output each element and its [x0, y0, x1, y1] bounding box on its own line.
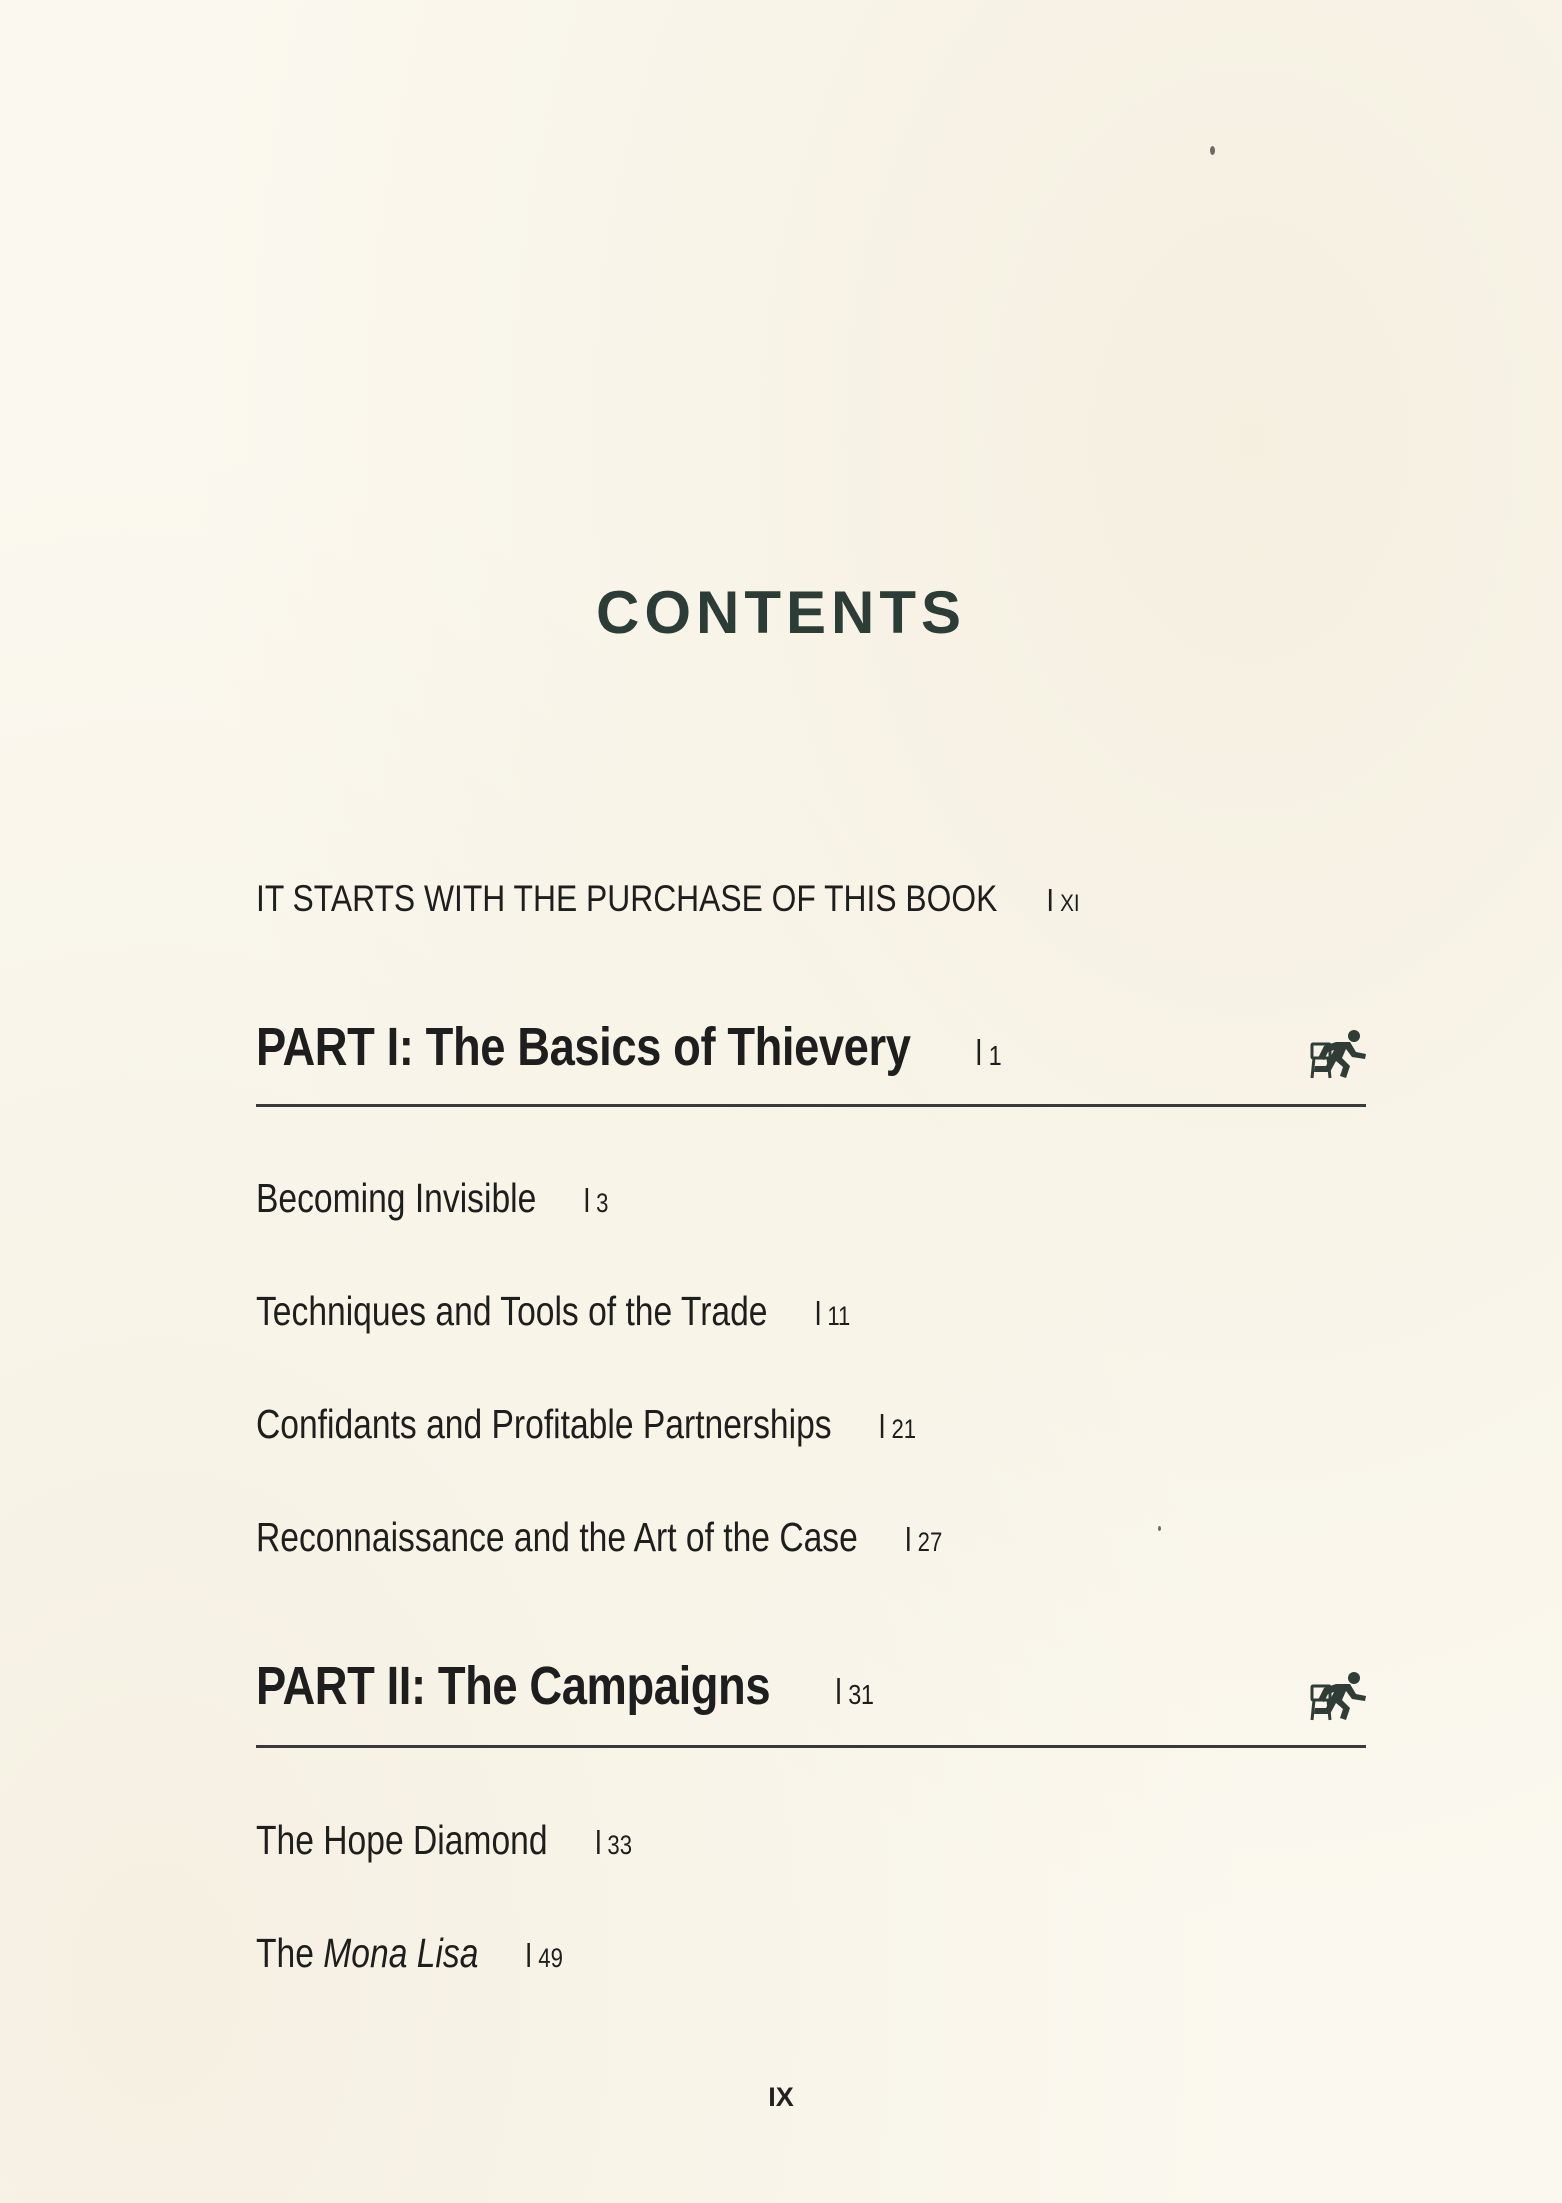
part-heading-2[interactable]	[256, 1655, 874, 1717]
chapter-page	[817, 1301, 851, 1331]
page-separator	[907, 1527, 909, 1551]
part-label: PART II: The Campaigns	[256, 1656, 771, 1716]
chapter-entry[interactable]	[256, 1175, 608, 1222]
running-thief-icon	[1310, 1028, 1368, 1080]
page-separator	[978, 1039, 981, 1065]
chapter-entry[interactable]	[256, 1288, 850, 1335]
part-heading-1[interactable]	[256, 1016, 1001, 1078]
chapter-page	[586, 1188, 609, 1218]
part-page-number: 1	[988, 1040, 1002, 1071]
chapter-page	[597, 1830, 632, 1860]
page-separator	[528, 1943, 530, 1967]
chapter-page-number: 27	[917, 1527, 943, 1557]
chapter-page-number: 11	[827, 1301, 851, 1331]
front-matter-page-number: XI	[1060, 890, 1080, 917]
front-matter-page	[1049, 890, 1080, 917]
page-separator	[1049, 889, 1052, 911]
chapter-entry[interactable]	[256, 1401, 916, 1448]
front-matter-entry[interactable]	[256, 878, 1080, 920]
chapter-label: Reconnaissance and the Art of the Case	[256, 1514, 858, 1560]
chapter-page-number: 21	[891, 1414, 917, 1444]
chapter-page	[528, 1943, 563, 1973]
chapter-label: The Hope Diamond	[256, 1817, 548, 1863]
chapter-page-number: 33	[607, 1830, 633, 1860]
paper-speck	[1158, 1526, 1161, 1531]
part-page	[837, 1679, 873, 1710]
part-divider	[256, 1104, 1366, 1107]
page-title: CONTENTS	[596, 579, 966, 646]
chapter-page-number: 3	[596, 1188, 609, 1218]
running-thief-icon	[1310, 1670, 1368, 1722]
chapter-entry[interactable]	[256, 1930, 563, 1977]
page-separator	[586, 1188, 588, 1212]
page-separator	[881, 1414, 883, 1438]
chapter-page-number: 49	[538, 1943, 563, 1973]
chapter-label: Confidants and Profitable Partnerships	[256, 1401, 832, 1447]
page-separator	[837, 1678, 840, 1704]
front-matter-label: IT STARTS WITH THE PURCHASE OF THIS BOOK	[256, 878, 998, 919]
page-separator	[817, 1301, 819, 1325]
chapter-label: Techniques and Tools of the Trade	[256, 1288, 768, 1334]
part-label: PART I: The Basics of Thievery	[256, 1017, 911, 1077]
page-number: IX	[768, 2082, 794, 2112]
part-page	[978, 1040, 1002, 1071]
part-divider	[256, 1745, 1366, 1748]
chapter-entry[interactable]	[256, 1514, 942, 1561]
chapter-label-prefix: The	[256, 1930, 314, 1976]
chapter-entry[interactable]	[256, 1817, 632, 1864]
page-separator	[597, 1830, 599, 1854]
paper-speck	[1210, 146, 1215, 155]
chapter-label: Becoming Invisible	[256, 1175, 537, 1221]
chapter-page	[907, 1527, 942, 1557]
chapter-page	[881, 1414, 916, 1444]
part-page-number: 31	[848, 1679, 874, 1710]
chapter-label-italic: Mona Lisa	[323, 1930, 479, 1976]
